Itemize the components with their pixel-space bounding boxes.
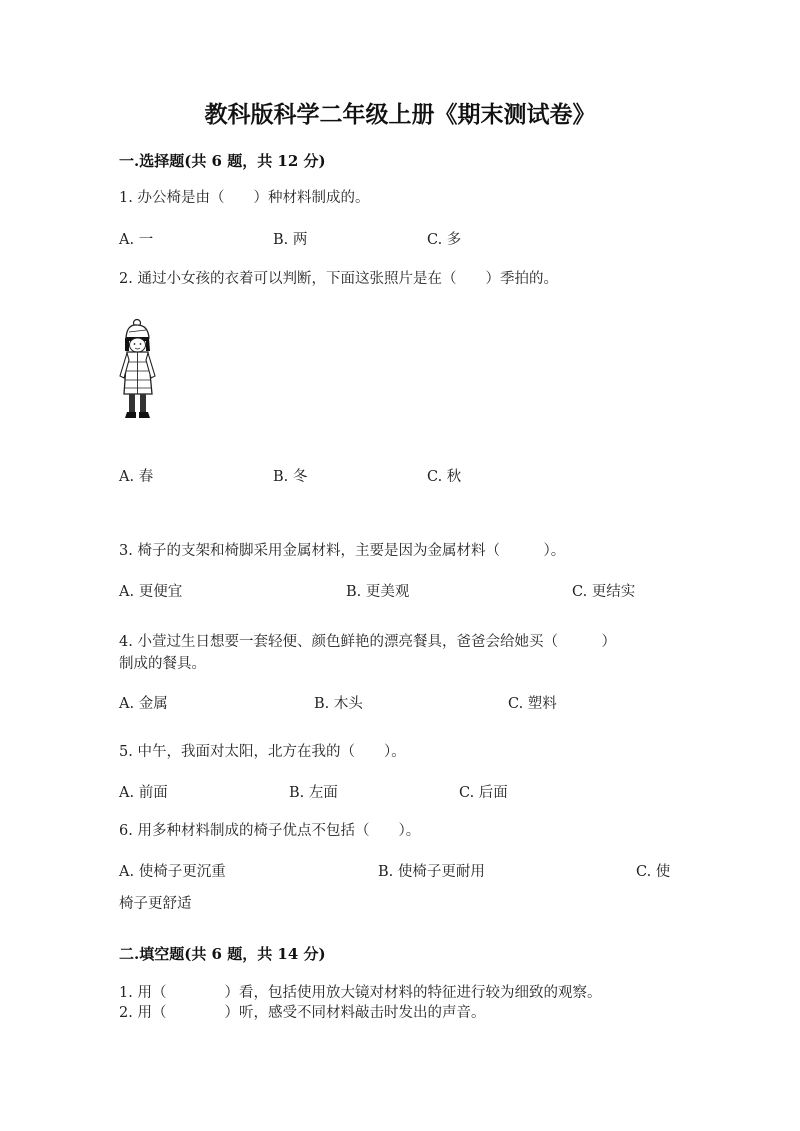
question-3-option-b: B. 更美观 <box>346 584 410 600</box>
question-4-stem-line-1: 4. 小萱过生日想要一套轻便、颜色鲜艳的漂亮餐具，爸爸会给她买（ ） <box>119 634 616 650</box>
question-1-option-b: B. 两 <box>273 232 308 248</box>
question-3-option-c: C. 更结实 <box>572 584 636 600</box>
question-5-option-b: B. 左面 <box>289 785 338 801</box>
fill-question-2-stem: 2. 用（ ）听，感受不同材料敲击时发出的声音。 <box>119 1005 486 1021</box>
question-2-stem: 2. 通过小女孩的衣着可以判断，下面这张照片是在（ ）季拍的。 <box>119 271 558 287</box>
question-6-option-c-continued: 椅子更舒适 <box>119 896 192 912</box>
question-1-stem: 1. 办公椅是由（ ）种材料制成的。 <box>119 190 370 206</box>
girl-winter-coat-illustration <box>118 318 162 422</box>
question-1-option-c: C. 多 <box>427 232 462 248</box>
question-1-option-a: A. 一 <box>119 232 154 248</box>
question-4-stem-line-2: 制成的餐具。 <box>119 656 206 672</box>
section-heading-choice: 一.选择题(共 6 题，共 12 分) <box>119 152 326 170</box>
question-5-option-c: C. 后面 <box>459 785 508 801</box>
page-title: 教科版科学二年级上册《期末测试卷》 <box>204 101 596 128</box>
question-6-option-c: C. 使 <box>636 864 671 880</box>
question-4-option-c: C. 塑料 <box>508 696 557 712</box>
question-5-option-a: A. 前面 <box>119 785 168 801</box>
question-2-option-c: C. 秋 <box>427 469 462 485</box>
question-5-stem: 5. 中午，我面对太阳，北方在我的（ ）。 <box>119 744 406 760</box>
question-4-option-b: B. 木头 <box>314 696 363 712</box>
fill-question-1-stem: 1. 用（ ）看，包括使用放大镜对材料的特征进行较为细致的观察。 <box>119 985 602 1001</box>
question-3-option-a: A. 更便宜 <box>119 584 183 600</box>
question-2-option-b: B. 冬 <box>273 469 308 485</box>
question-3-stem: 3. 椅子的支架和椅脚采用金属材料，主要是因为金属材料（ ）。 <box>119 543 566 559</box>
question-2-option-a: A. 春 <box>119 469 154 485</box>
question-4-option-a: A. 金属 <box>119 696 168 712</box>
question-6-stem: 6. 用多种材料制成的椅子优点不包括（ ）。 <box>119 823 421 839</box>
question-6-option-a: A. 使椅子更沉重 <box>119 864 226 880</box>
question-6-option-b: B. 使椅子更耐用 <box>378 864 485 880</box>
section-heading-fill-blank: 二.填空题(共 6 题，共 14 分) <box>119 945 326 963</box>
